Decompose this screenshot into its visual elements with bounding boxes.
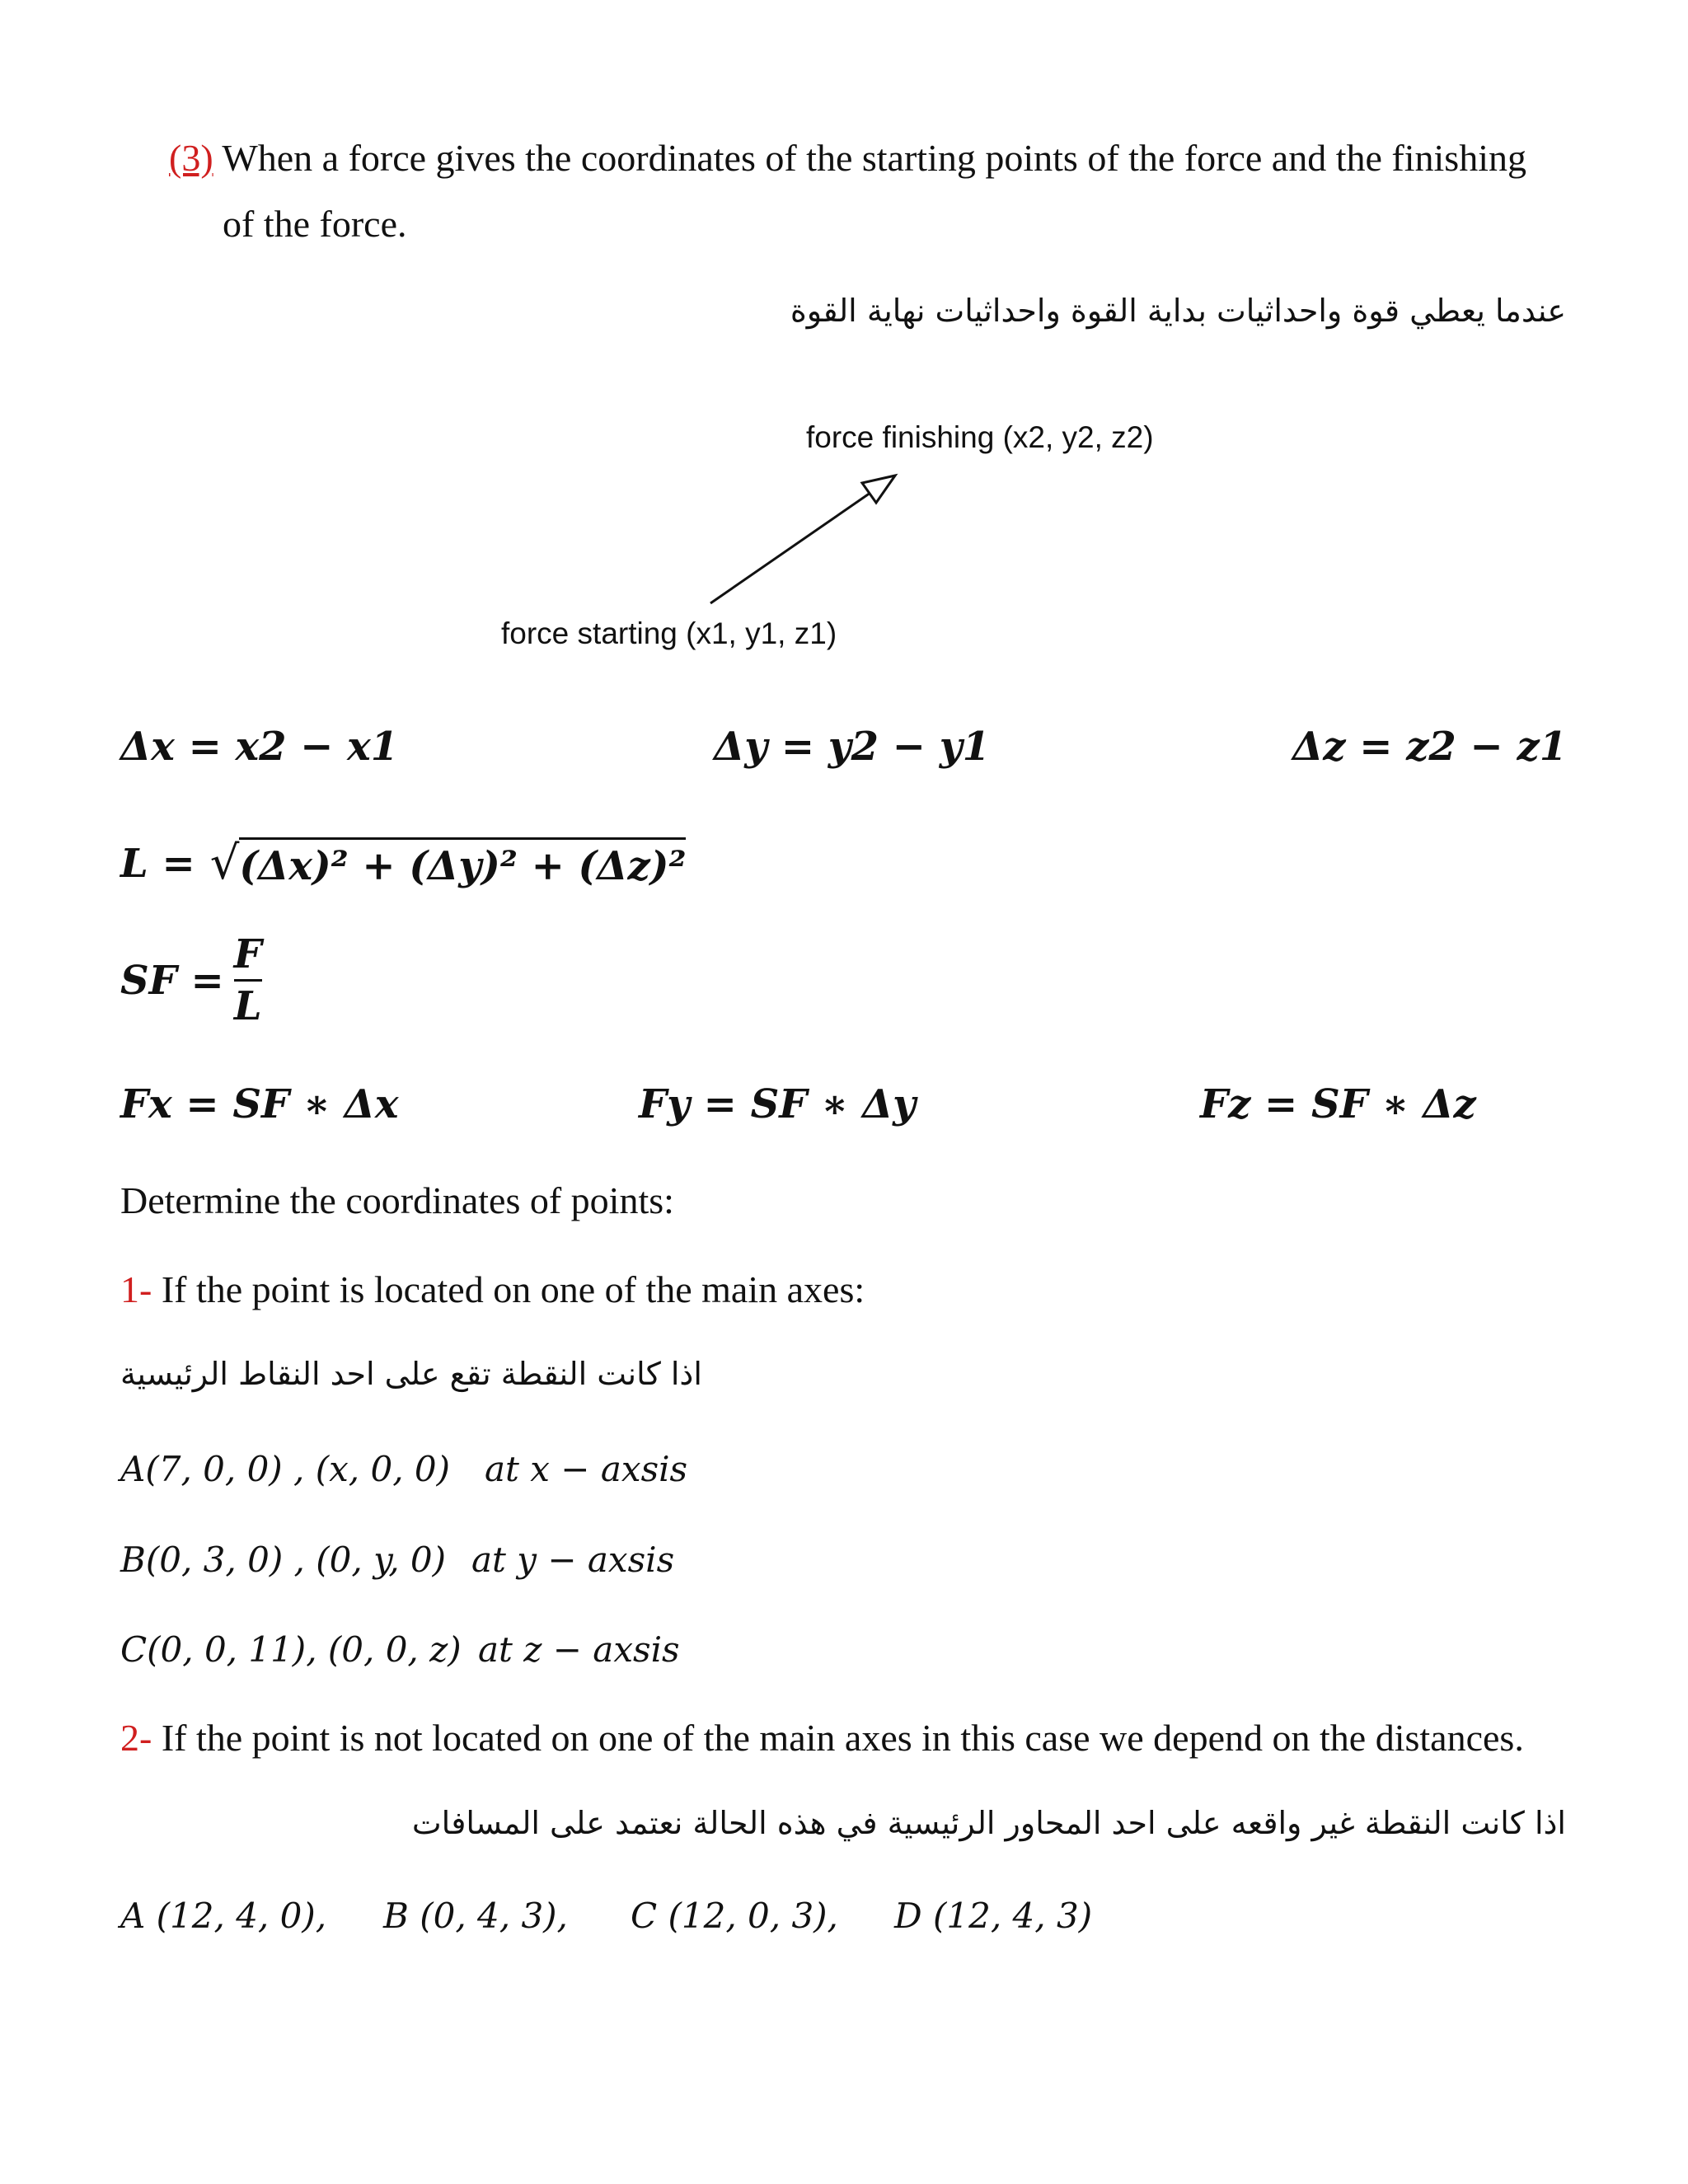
case1-text: If the point is located on one of the main axes: [161,1268,865,1310]
formula-fy: Fy = SF ∗ Δy [639,1081,917,1127]
point-b-axis-note: at y − axsis [471,1540,675,1580]
sf-denominator: L [233,983,262,1029]
case2-arabic-text: اذا كانت النقطة غير واقعه على احد المحاور الرئيسية في هذه الحالة نعتمد على المسافات [411,1805,1566,1841]
section-heading [169,136,1526,180]
formula-dy: Δy = y2 − y1 [714,724,990,770]
case2-text: If the point is not located on one of the main axes in this case we depend on the distances. [161,1717,1524,1759]
formula-dx: Δx = x2 − x1 [120,724,399,770]
case2-heading [120,1716,1524,1760]
force-starting-label: force starting (x1, y1, z1) [501,616,837,650]
point-b-general: B (0, 4, 3), [383,1896,568,1936]
sf-fraction [234,931,262,1029]
formula-dz: Δz = z2 − z1 [1292,724,1568,770]
point-c-general: C (12, 0, 3), [631,1896,838,1936]
point-a-axis-note: at x − axsis [485,1449,688,1489]
length-lhs: L = [120,840,195,887]
formula-length [120,837,686,890]
formula-fx: Fx = SF ∗ Δx [120,1081,399,1127]
sf-numerator: F [233,931,262,977]
point-c-axis: C(0, 0, 11), (0, 0, z) [120,1629,462,1670]
case1-heading [120,1268,865,1311]
formula-fz: Fz = SF ∗ Δz [1200,1081,1476,1127]
case1-number: 1- [120,1268,152,1310]
force-finishing-label: force finishing (x2, y2, z2) [806,420,1154,454]
case2-number: 2- [120,1717,152,1759]
section-number: (3) [169,137,213,179]
coordinates-heading: Determine the coordinates of points: [120,1179,674,1221]
sqrt-icon: √ [209,837,240,890]
case1-arabic-text: اذا كانت النقطة تقع على احد النقاط الرئيسية [120,1356,702,1392]
point-a-axis: A(7, 0, 0) , (x, 0, 0) [120,1449,451,1489]
length-radicand: (Δx)² + (Δy)² + (Δz)² [239,837,686,889]
point-a-general: A (12, 4, 0), [120,1896,327,1936]
point-c-axis-note: at z − axsis [478,1629,680,1670]
formula-sf [120,931,262,1029]
point-d-general: D (12, 4, 3) [894,1896,1093,1936]
fraction-bar [234,979,262,982]
section-heading-line1: When a force gives the coordinates of the starting points of the force and the finishing [222,137,1526,179]
point-b-axis: B(0, 3, 0) , (0, y, 0) [120,1540,447,1580]
sf-lhs: SF = [120,957,224,1004]
section-heading-line2: of the force. [223,203,407,245]
section-arabic-text: عندما يعطي قوة واحداثيات بداية القوة واحداثيات نهاية القوة [790,293,1566,329]
force-arrow [701,462,907,610]
